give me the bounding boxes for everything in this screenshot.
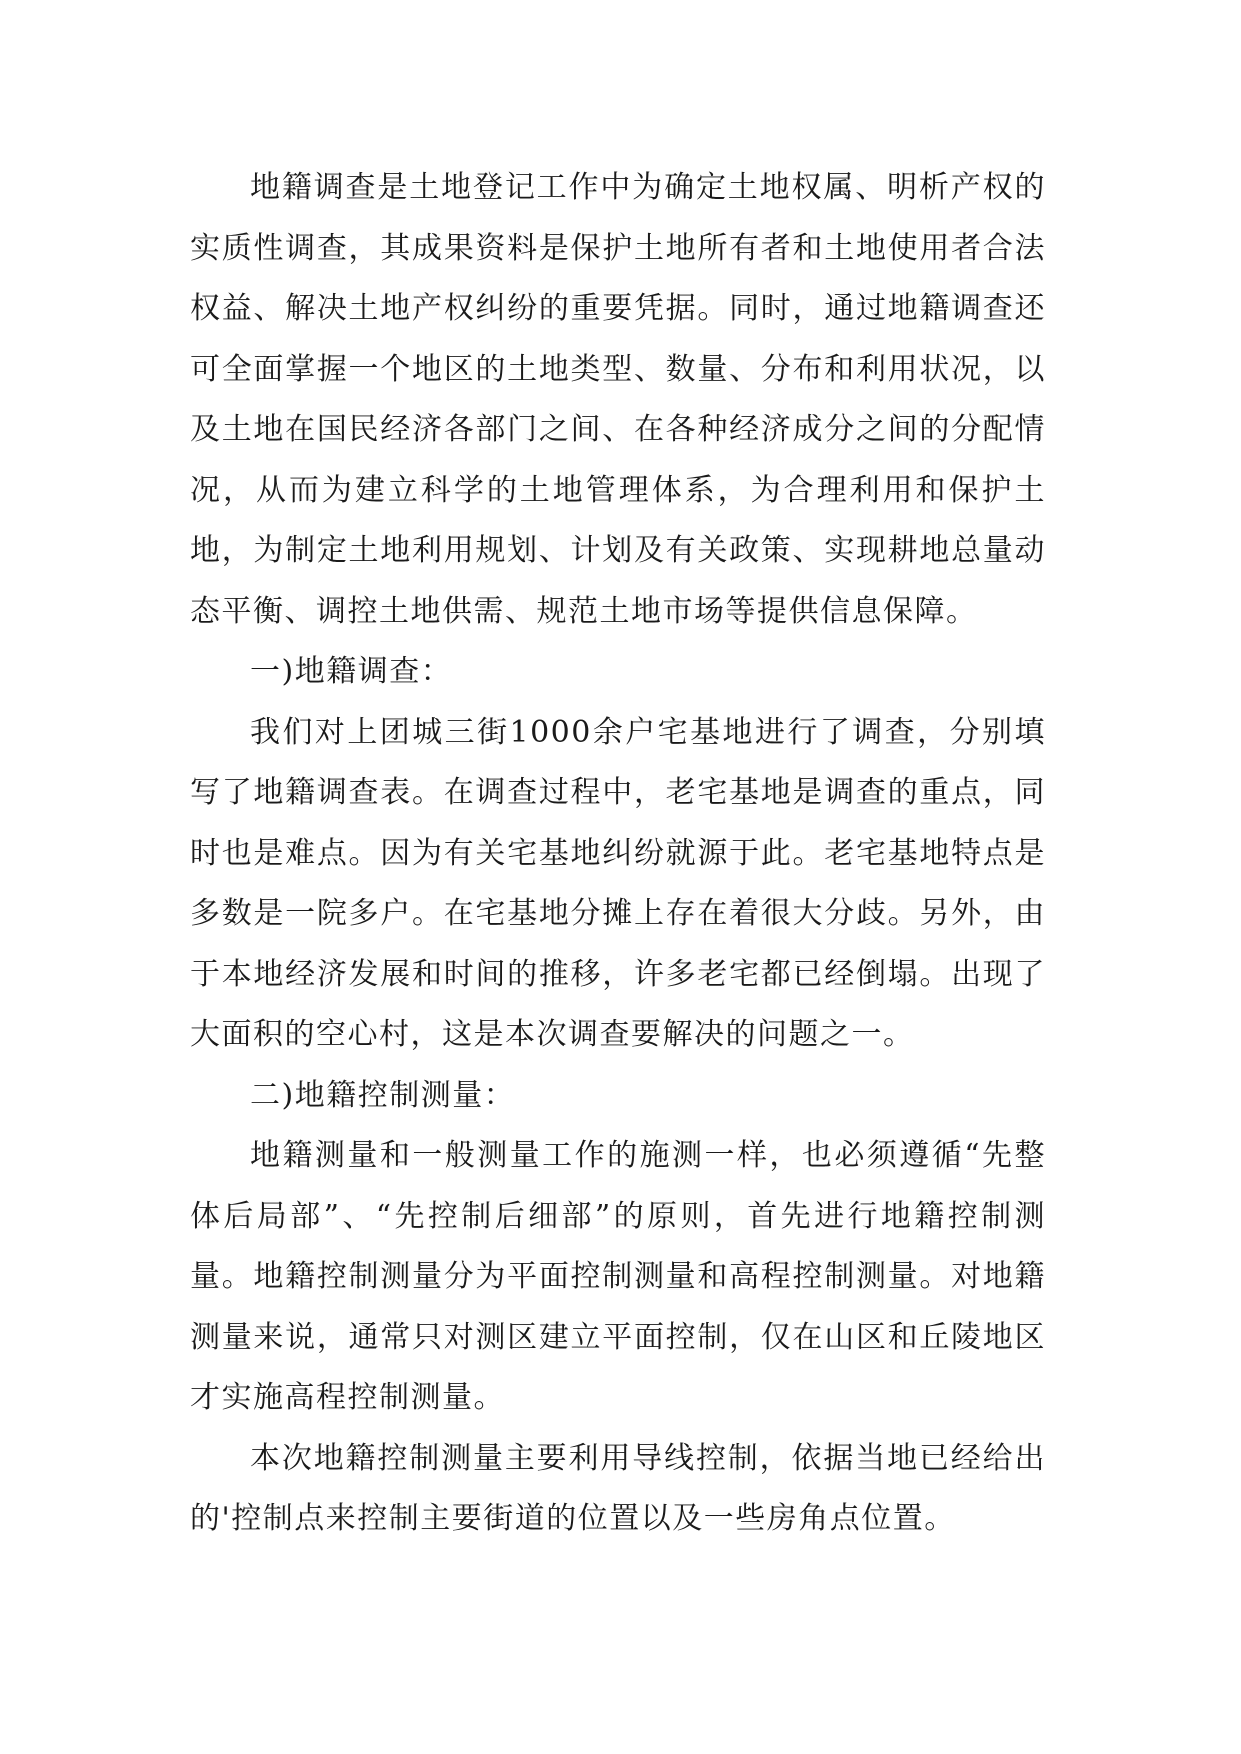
paragraph-control-method: 本次地籍控制测量主要利用导线控制，依据当地已经给出的'控制点来控制主要街道的位置以及一些房角点位置。	[190, 1440, 1046, 1536]
paragraph-intro: 地籍调查是土地登记工作中为确定土地权属、明析产权的实质性调查，其成果资料是保护土地所有者和土地使用者合法权益、解决土地产权纠纷的重要凭据。同时，通过地籍调查还可全面掌握一个地区的土地类型、数量、分布和利用状况，以及土地在国民经济各部门之间、在各种经济成分之间的分配情况，从而为建立科学的土地管理体系，为合理利用和保护土地，为制定土地利用规划、计划及有关政策、实现耕地总量动态平衡、调控土地供需、规范土地市场等提供信息保障。	[190, 170, 1046, 629]
section-heading-cadastral-survey: 一)地籍调查：	[250, 654, 453, 689]
section-heading-control-survey: 二)地籍控制测量：	[250, 1077, 516, 1113]
document-body	[190, 158, 1046, 1550]
paragraph-control-principles: 地籍测量和一般测量工作的施测一样，也必须遵循“先整体后局部”、“先控制后细部”的原则，首先进行地籍控制测量。地籍控制测量分为平面控制测量和高程控制测量。对地籍测量来说，通常只对测区建立平面控制，仅在山区和丘陵地区才实施高程控制测量。	[190, 1138, 1046, 1415]
paragraph-survey-details: 我们对上团城三街1000余户宅基地进行了调查，分别填写了地籍调查表。在调查过程中，老宅基地是调查的重点，同时也是难点。因为有关宅基地纠纷就源于此。老宅基地特点是多数是一院多户。在宅基地分摊上存在着很大分歧。另外，由于本地经济发展和时间的推移，许多老宅都已经倒塌。出现了大面积的空心村，这是本次调查要解决的问题之一。	[190, 714, 1046, 1052]
